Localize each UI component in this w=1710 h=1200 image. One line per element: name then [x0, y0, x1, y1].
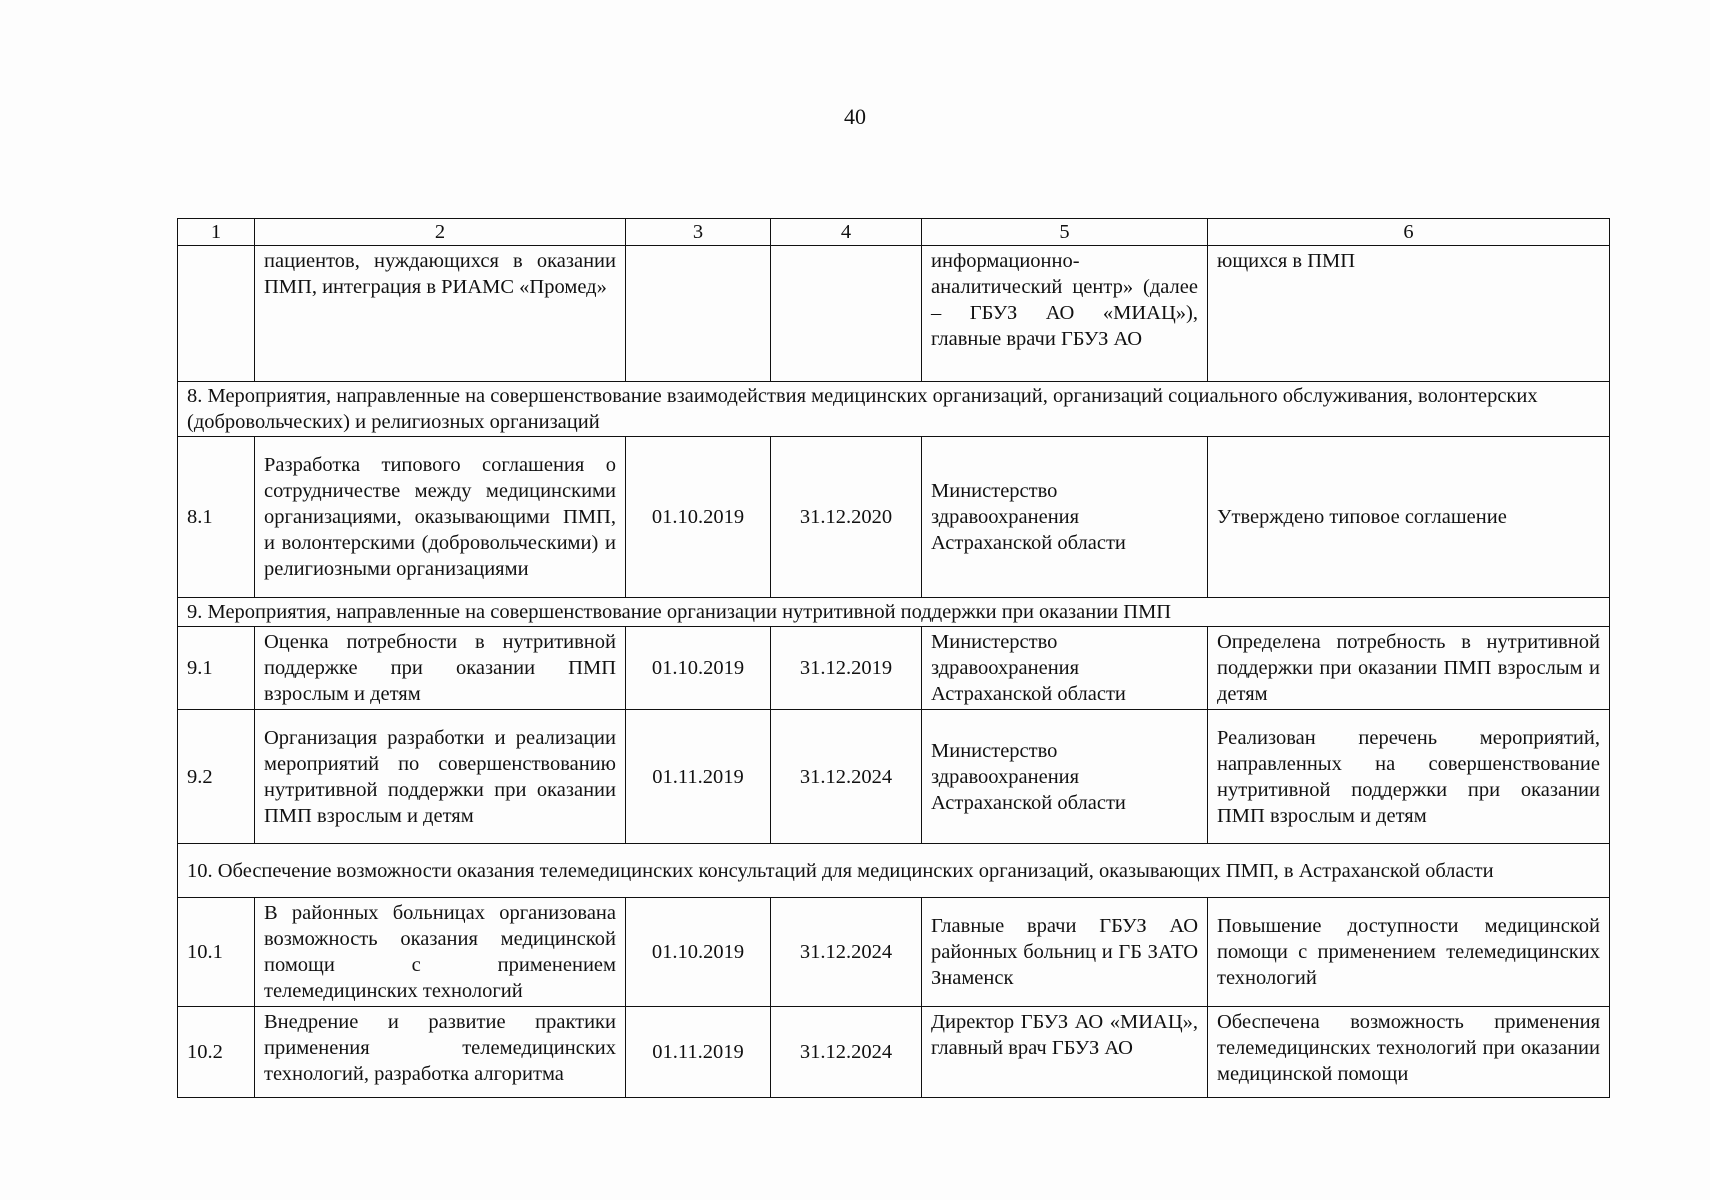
section-title: 8. Мероприятия, направленные на совершенствование взаимодействия медицинских организаций, организаций социального обслуживания, волонтерских (добровольческих) и религиозных организаций: [178, 382, 1610, 437]
row-number-cell: 10.2: [178, 1007, 255, 1098]
responsible-cell: Министерство здравоохранения Астраханской области: [922, 627, 1208, 710]
task-cell: Внедрение и развитие практики применения телемедицинских технологий, разработка алгоритма: [255, 1007, 626, 1098]
responsible-cell: Главные врачи ГБУЗ АО районных больниц и ГБ ЗАТО Знаменск: [922, 898, 1208, 1007]
task-cell: Организация разработки и реализации мероприятий по совершенствованию нутритивной поддержки при оказании ПМП взрослым и детям: [255, 710, 626, 844]
start-date-cell: 01.11.2019: [626, 710, 771, 844]
column-number: 5: [922, 219, 1208, 246]
end-date-cell: 31.12.2019: [771, 627, 922, 710]
column-number: 2: [255, 219, 626, 246]
table-row: [178, 1007, 1610, 1098]
end-date-cell: 31.12.2020: [771, 437, 922, 598]
responsible-cell: информационно-аналитический центр» (далее – ГБУЗ АО «МИАЦ»), главные врачи ГБУЗ АО: [922, 246, 1208, 382]
result-cell: Определена потребность в нутритивной поддержки при оказании ПМП взрослым и детям: [1208, 627, 1610, 710]
end-date-cell: [771, 246, 922, 382]
result-cell: Реализован перечень мероприятий, направленных на совершенствование нутритивной поддержки при оказании ПМП взрослым и детям: [1208, 710, 1610, 844]
table-row: [178, 437, 1610, 598]
result-cell: Утверждено типовое соглашение: [1208, 437, 1610, 598]
result-cell: ющихся в ПМП: [1208, 246, 1610, 382]
task-cell: Разработка типового соглашения о сотрудничестве между медицинскими организациями, оказывающими ПМП, и волонтерскими (добровольческими) и религиозными организациями: [255, 437, 626, 598]
plan-table: [177, 218, 1610, 1098]
column-number: 6: [1208, 219, 1610, 246]
section-heading-row: [178, 382, 1610, 437]
table-row: [178, 627, 1610, 710]
column-number: 1: [178, 219, 255, 246]
start-date-cell: 01.11.2019: [626, 1007, 771, 1098]
table-row: [178, 898, 1610, 1007]
page-number: 40: [844, 104, 866, 129]
row-number-cell: 9.2: [178, 710, 255, 844]
row-number-cell: 8.1: [178, 437, 255, 598]
column-number-row: [178, 219, 1610, 246]
end-date-cell: 31.12.2024: [771, 710, 922, 844]
section-title: 10. Обеспечение возможности оказания телемедицинских консультаций для медицинских организаций, оказывающих ПМП, в Астраханской области: [178, 844, 1610, 898]
end-date-cell: 31.12.2024: [771, 1007, 922, 1098]
result-cell: Повышение доступности медицинской помощи с применением телемедицинских технологий: [1208, 898, 1610, 1007]
start-date-cell: 01.10.2019: [626, 898, 771, 1007]
responsible-cell: Министерство здравоохранения Астраханской области: [922, 710, 1208, 844]
end-date-cell: 31.12.2024: [771, 898, 922, 1007]
column-number: 4: [771, 219, 922, 246]
task-cell: пациентов, нуждающихся в оказании ПМП, интеграция в РИАМС «Промед»: [255, 246, 626, 382]
start-date-cell: [626, 246, 771, 382]
start-date-cell: 01.10.2019: [626, 437, 771, 598]
row-number-cell: 9.1: [178, 627, 255, 710]
task-cell: В районных больницах организована возможность оказания медицинской помощи с применением телемедицинских технологий: [255, 898, 626, 1007]
responsible-cell: Министерство здравоохранения Астраханской области: [922, 437, 1208, 598]
task-cell: Оценка потребности в нутритивной поддержке при оказании ПМП взрослым и детям: [255, 627, 626, 710]
table-row: [178, 710, 1610, 844]
section-title: 9. Мероприятия, направленные на совершенствование организации нутритивной поддержки при оказании ПМП: [178, 598, 1610, 627]
row-number-cell: [178, 246, 255, 382]
result-cell: Обеспечена возможность применения телемедицинских технологий при оказании медицинской помощи: [1208, 1007, 1610, 1098]
responsible-cell: Директор ГБУЗ АО «МИАЦ», главный врач ГБУЗ АО: [922, 1007, 1208, 1098]
continuation-row: [178, 246, 1610, 382]
start-date-cell: 01.10.2019: [626, 627, 771, 710]
section-heading-row: [178, 844, 1610, 898]
row-number-cell: 10.1: [178, 898, 255, 1007]
column-number: 3: [626, 219, 771, 246]
section-heading-row: [178, 598, 1610, 627]
